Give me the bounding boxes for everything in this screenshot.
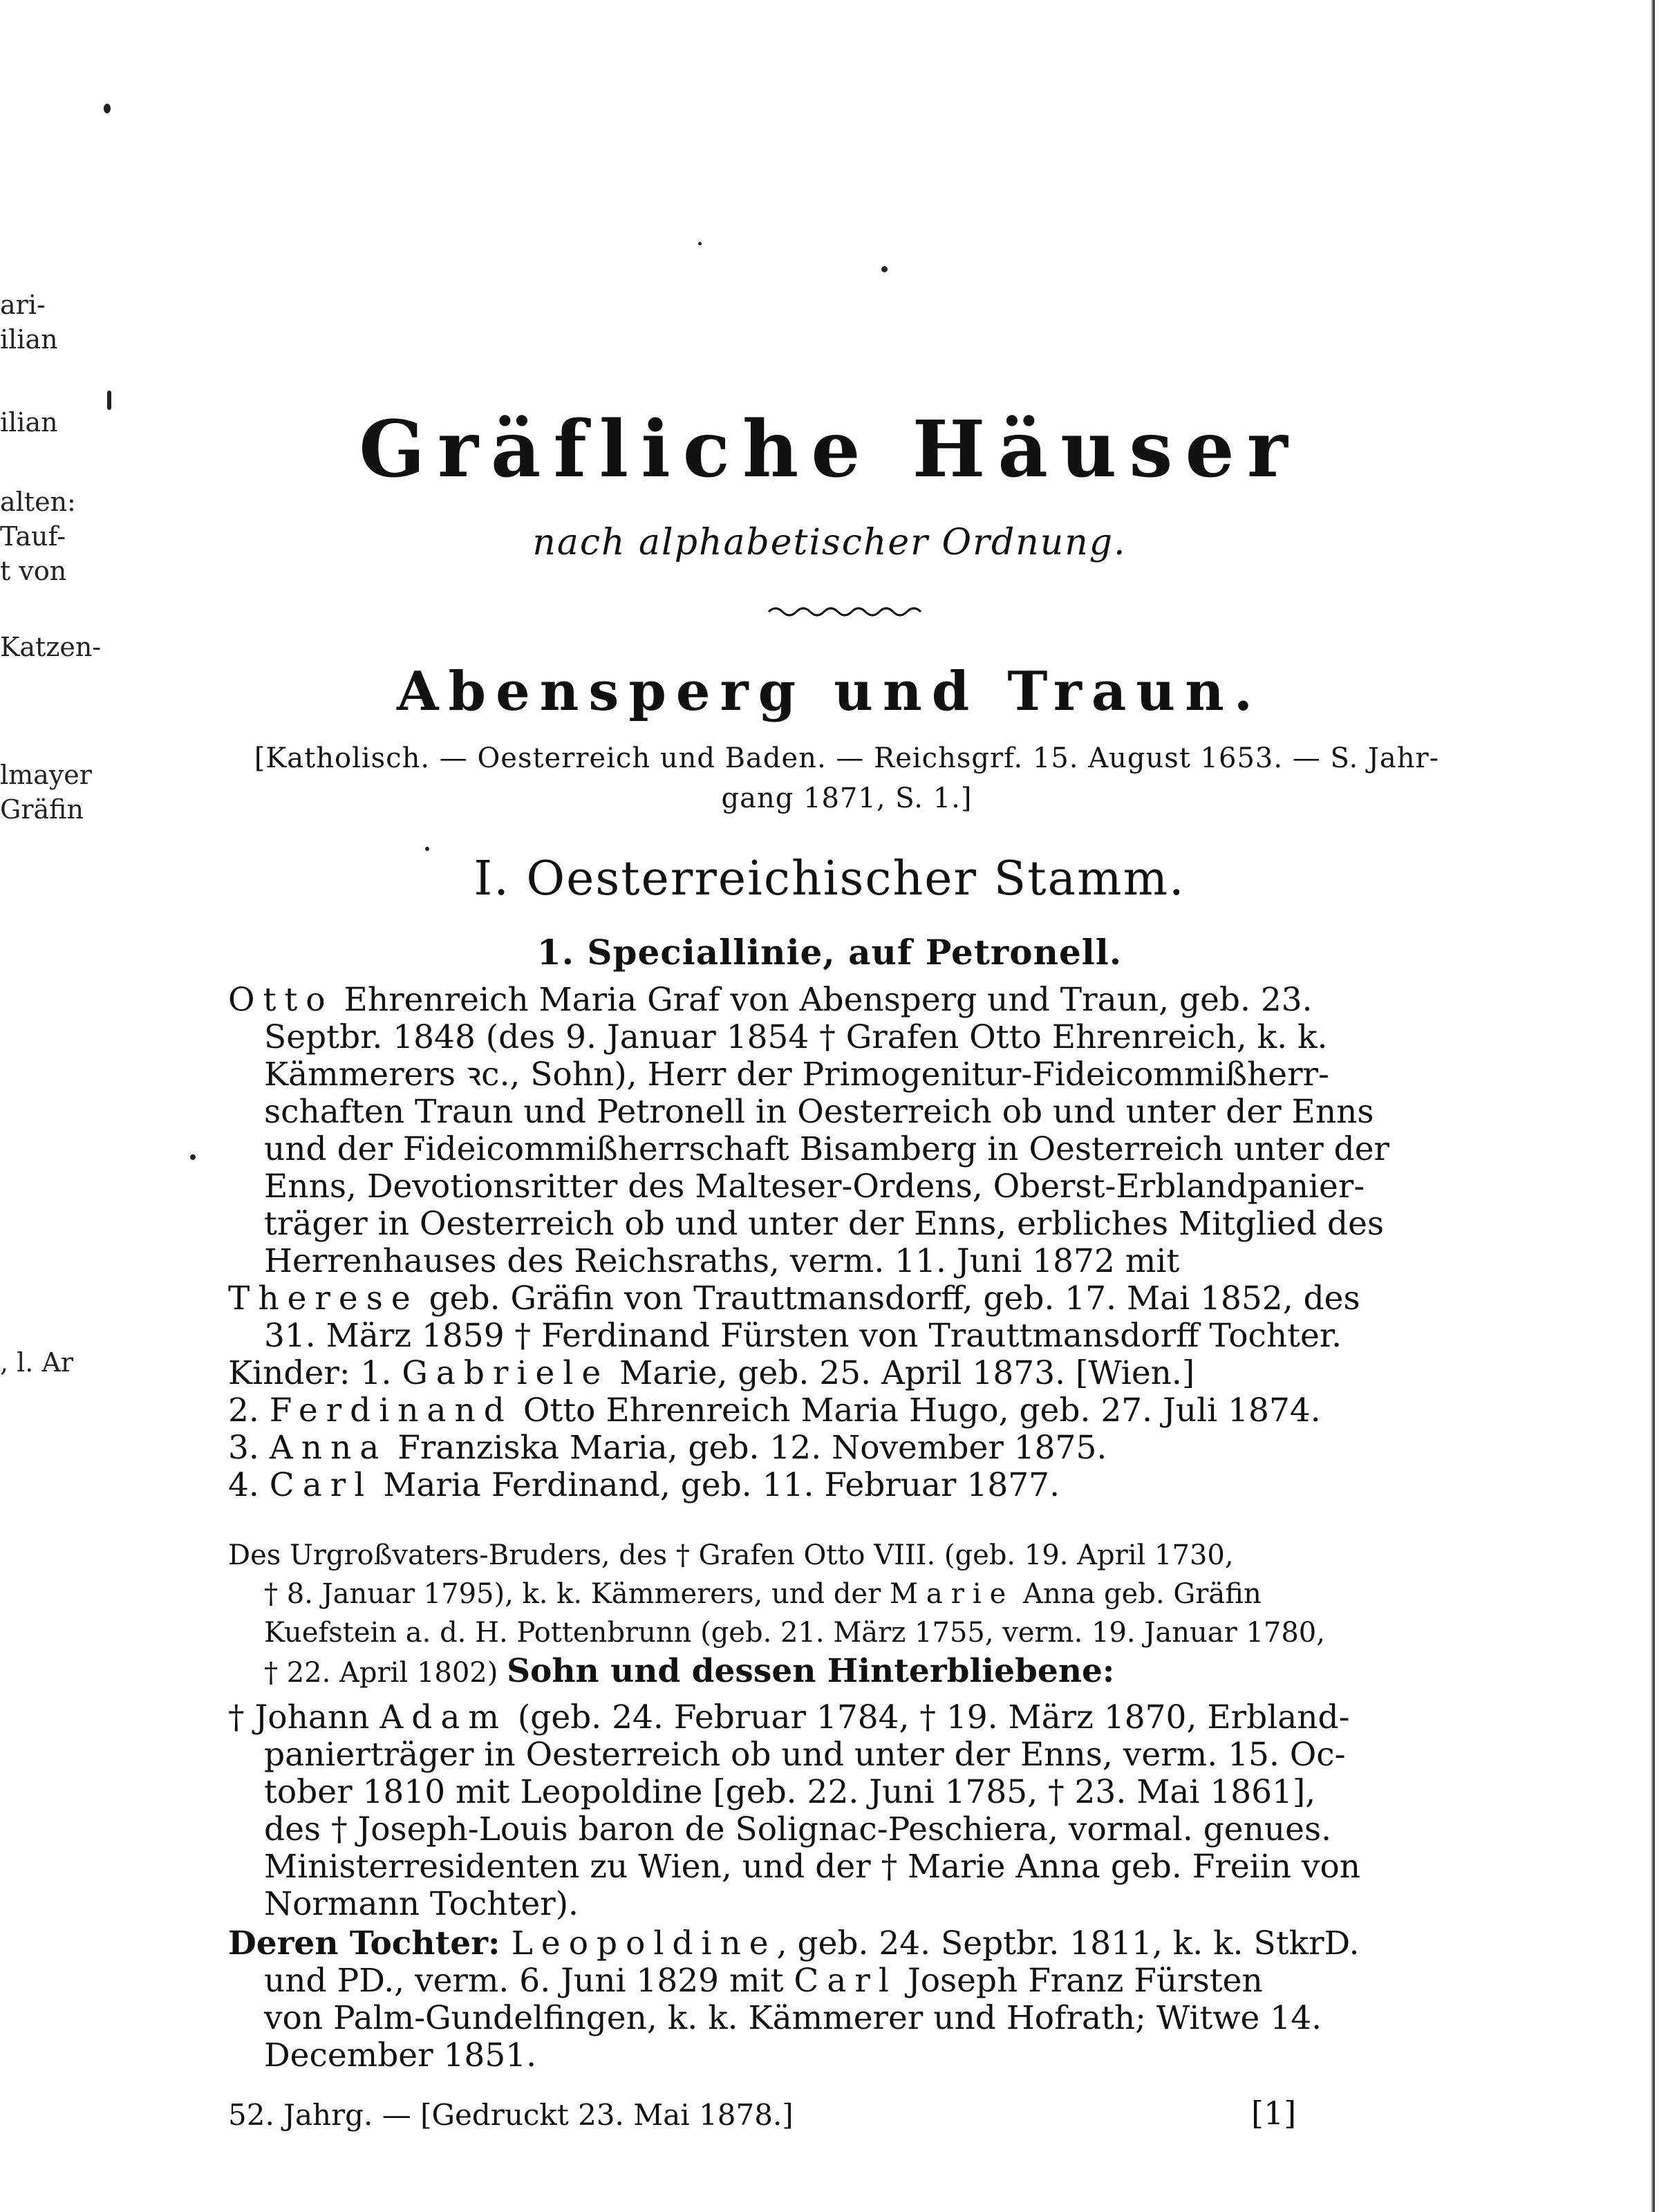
scan-speck [698,242,702,245]
daughter-entry [228,1925,1459,2074]
entry-text: Joseph Franz Fürsten [897,1962,1263,2000]
child-number: 4. [228,1466,270,1504]
margin-fragment: Tauf- [0,521,66,552]
children-list [228,1355,1459,1504]
section-label: Sohn und dessen Hinterbliebene: [507,1652,1115,1690]
entry-text: und der Fideicommißherrschaft Bisamberg in Oesterreich unter der [264,1130,1390,1168]
bracket-note-line: [Katholisch. — Oesterreich und Baden. — Reichsgrf. 15. August 1653. — S. Jahr- [254,742,1440,774]
person-name: Carl [269,1466,373,1504]
entry-text: Kämmerers ꝛc., Sohn), Herr der Primogenitur-Fideicommißherr- [264,1056,1329,1094]
person-name: Carl [794,1962,897,2000]
scan-speck [190,1154,196,1160]
margin-fragment: ilian [0,407,58,438]
child-entry [228,1467,1459,1504]
line-heading: 1. Speciallinie, auf Petronell. [536,932,1123,973]
page-number: [1] [1251,2094,1297,2132]
margin-fragment: , l. Ar [0,1347,74,1378]
entry-text: † 8. Januar 1795), k. k. Kämmerers, und der [264,1578,890,1610]
entry-text: geb. Gräfin von Trauttmansdorff, geb. 17. Mai 1852, des [418,1280,1360,1318]
margin-fragment: Katzen- [0,632,102,662]
entry-text: Des Urgroßvaters-Bruders, des † Grafen Otto VIII. (geb. 19. April 1730, [228,1539,1234,1571]
scan-speck [881,266,888,272]
scan-speck [104,104,111,113]
person-name: Anna [269,1429,388,1467]
child-entry [228,1430,1459,1467]
branch-heading: I. Oesterreichischer Stamm. [474,852,1185,906]
margin-fragment: lmayer [0,760,92,790]
entry-text: schaften Traun und Petronell in Oesterreich ob und unter der Enns [264,1093,1374,1131]
entry-text: † 22. April 1802) [264,1657,507,1689]
child-number: 2. [228,1391,270,1430]
child-entry [228,1355,1459,1392]
person-name: Marie [889,1578,1015,1610]
entry-text: Anna geb. Gräfin [1014,1578,1262,1610]
entry-text: Kuefstein a. d. H. Pottenbrunn (geb. 21. März 1755, verm. 19. Januar 1780, [264,1617,1325,1649]
entry-text: träger in Oesterreich ob und unter der Enns, erbliches Mitglied des [264,1205,1385,1243]
entry-text: (geb. 24. Februar 1784, † 19. März 1870, Erbland- [507,1698,1350,1736]
margin-fragment: alten: [0,487,76,517]
entry-text: † Johann [228,1698,380,1736]
person-name: Adam [379,1698,507,1736]
entry-text: December 1851. [264,2036,537,2074]
scan-speck [425,847,429,851]
entry-text: von Palm-Gundelfingen, k. k. Kämmerer und Hofrath; Witwe 14. [264,1999,1322,2037]
person-name: Gabriele [402,1354,610,1392]
bracket-note-line: gang 1871, S. 1.] [721,782,973,814]
margin-fragment: ilian [0,324,58,355]
house-heading: Abensperg und Traun. [397,660,1262,723]
house-bracket-note [228,738,1465,818]
margin-fragment: Gräfin [0,794,84,825]
entry-text: Normann Tochter). [264,1885,579,1923]
entry-text: Marie, geb. 25. April 1873. [Wien.] [609,1354,1195,1392]
entry-text: und PD., verm. 6. Juni 1829 mit [264,1962,794,2000]
entry-text: Ehrenreich Maria Graf von Abensperg und Traun, geb. 23. [333,981,1313,1019]
person-name: Leopoldine [511,1924,777,1962]
head-entry [228,982,1459,1280]
entry-text: Franziska Maria, geb. 12. November 1875. [387,1429,1107,1467]
entry-text: 31. März 1859 † Ferdinand Fürsten von Trauttmansdorff Tochter. [264,1317,1342,1355]
page-title: Gräfliche Häuser [359,404,1300,495]
margin-fragment: ari- [0,290,46,320]
child-number: 3. [228,1429,270,1467]
entry-text: panierträger in Oesterreich ob und unter der Enns, verm. 15. Oc- [264,1736,1346,1774]
printing-note: 52. Jahrg. — [Gedruckt 23. Mai 1878.] [228,2098,794,2132]
person-name: Therese [228,1280,419,1318]
entry-text: Septbr. 1848 (des 9. Januar 1854 † Grafen Otto Ehrenreich, k. k. [264,1018,1328,1056]
entry-text: Herrenhauses des Reichsraths, verm. 11. Juni 1872 mit [264,1242,1180,1280]
margin-fragment: t von [0,556,67,586]
johann-entry [228,1699,1459,1923]
greatuncle-entry [228,1536,1459,1692]
child-entry [228,1392,1459,1430]
page-subtitle: nach alphabetischer Ordnung. [532,522,1127,563]
entry-text: Maria Ferdinand, geb. 11. Februar 1877. [373,1466,1060,1504]
page-edge-shadow [1651,0,1655,2212]
person-name: Ferdinand [269,1391,513,1430]
entry-text: , geb. 24. Septbr. 1811, k. k. StkrD. [776,1924,1360,1962]
entry-text: tober 1810 mit Leopoldine [geb. 22. Juni 1785, † 23. Mai 1861], [264,1773,1316,1811]
entry-text: Ministerresidenten zu Wien, und der † Marie Anna geb. Freiin von [264,1848,1361,1886]
entry-text: des † Joseph-Louis baron de Solignac-Peschiera, vormal. genues. [264,1810,1332,1848]
section-label: Deren Tochter: [228,1924,512,1962]
ornamental-wave-divider [767,601,926,622]
entry-text: Enns, Devotionsritter des Malteser-Ordens, Oberst-Erblandpanier- [264,1168,1365,1206]
entry-text: Otto Ehrenreich Maria Hugo, geb. 27. Juli 1874. [512,1391,1321,1430]
children-label: Kinder: 1. [228,1354,402,1392]
spouse-entry [228,1280,1459,1355]
person-name: Otto [228,981,334,1019]
